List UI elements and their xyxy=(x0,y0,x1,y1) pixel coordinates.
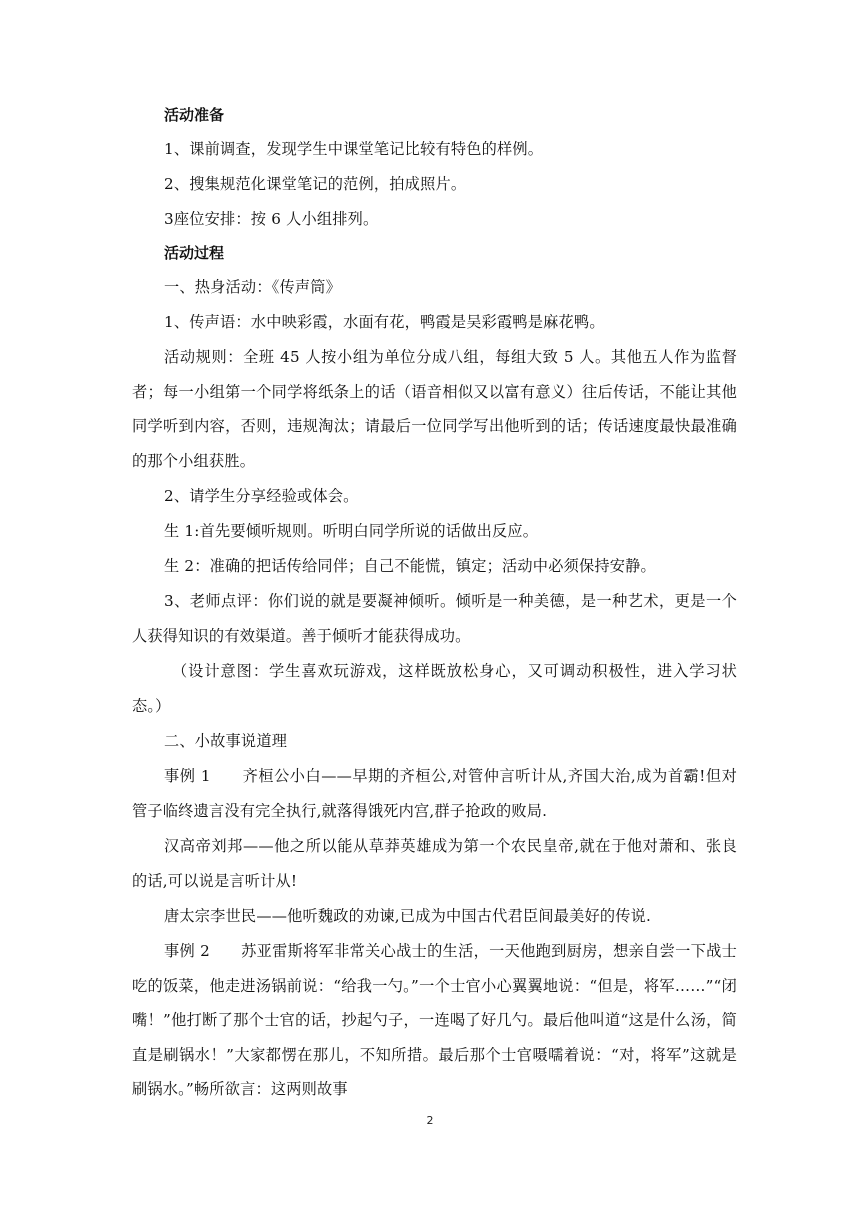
paragraph: 生 2：准确的把话传给同伴；自己不能慌，镇定；活动中必须保持安静。 xyxy=(164,557,656,575)
page-number: 2 xyxy=(426,1114,434,1127)
paragraph: 3座位安排：按 6 人小组排列。 xyxy=(164,210,379,228)
paragraph: 一、热身活动：《传声筒》 xyxy=(164,278,342,296)
paragraph: 2、搜集规范化课堂笔记的范例，拍成照片。 xyxy=(164,175,467,193)
section-heading-preparation: 活动准备 xyxy=(164,106,225,124)
paragraph: 唐太宗李世民——他听魏政的劝谏,已成为中国古代君臣间最美好的传说. xyxy=(164,907,652,925)
document-page xyxy=(132,106,737,1115)
paragraph: 1、课前调查，发现学生中课堂笔记比较有特色的样例。 xyxy=(164,140,544,158)
paragraph: 1、传声语：水中映彩霞，水面有花，鸭霞是吴彩霞鸭是麻花鸭。 xyxy=(164,313,605,331)
section-heading-process: 活动过程 xyxy=(164,244,225,262)
paragraph: 二、小故事说道理 xyxy=(164,732,288,750)
paragraph-rules: 活动规则：全班 45 人按小组为单位分成八组，每组大致 5 人。其他五人作为监督者；每一小组第一个同学将纸条上的话（语音相似又以富有意义）往后传话，不能让其他同学听到内容，否则，违规淘汰；请最后一位同学写出他听到的话；传话速度最快最准确的那个小组获胜。 xyxy=(132,348,737,470)
paragraph-example-1: 事例 1 齐桓公小白——早期的齐桓公,对管仲言听计从,齐国大治,成为首霸!但对管子临终遗言没有完全执行,就落得饿死内宫,群子抢政的败局. xyxy=(132,767,737,820)
paragraph-teacher-comment: 3、老师点评：你们说的就是要凝神倾听。倾听是一种美德，是一种艺术，更是一个人获得知识的有效渠道。善于倾听才能获得成功。 xyxy=(132,592,737,645)
paragraph-design-note: （设计意图：学生喜欢玩游戏，这样既放松身心，又可调动积极性，进入学习状态。） xyxy=(132,662,737,715)
paragraph: 生 1:首先要倾听规则。听明白同学所说的话做出反应。 xyxy=(164,522,539,540)
paragraph: 汉高帝刘邦——他之所以能从草莽英雄成为第一个农民皇帝,就在于他对萧和、张良的话,可以说是言听计从! xyxy=(132,837,737,890)
paragraph-example-2: 事例 2 苏亚雷斯将军非常关心战士的生活，一天他跑到厨房，想亲自尝一下战士吃的饭菜，他走进汤锅前说：“给我一勺。”一个士官小心翼翼地说：“但是，将军……”“闭嘴！”他打断了那个士官的话，抄起勺子，一连喝了好几勺。最后他叫道“这是什么汤，简直是刷锅水！”大家都愣在那儿，不知所措。最后那个士官嗫嚅着说：“对，将军”这就是刷锅水。”畅所欲言：这两则故事 xyxy=(132,942,737,1098)
paragraph: 2、请学生分享经验或体会。 xyxy=(164,487,359,505)
